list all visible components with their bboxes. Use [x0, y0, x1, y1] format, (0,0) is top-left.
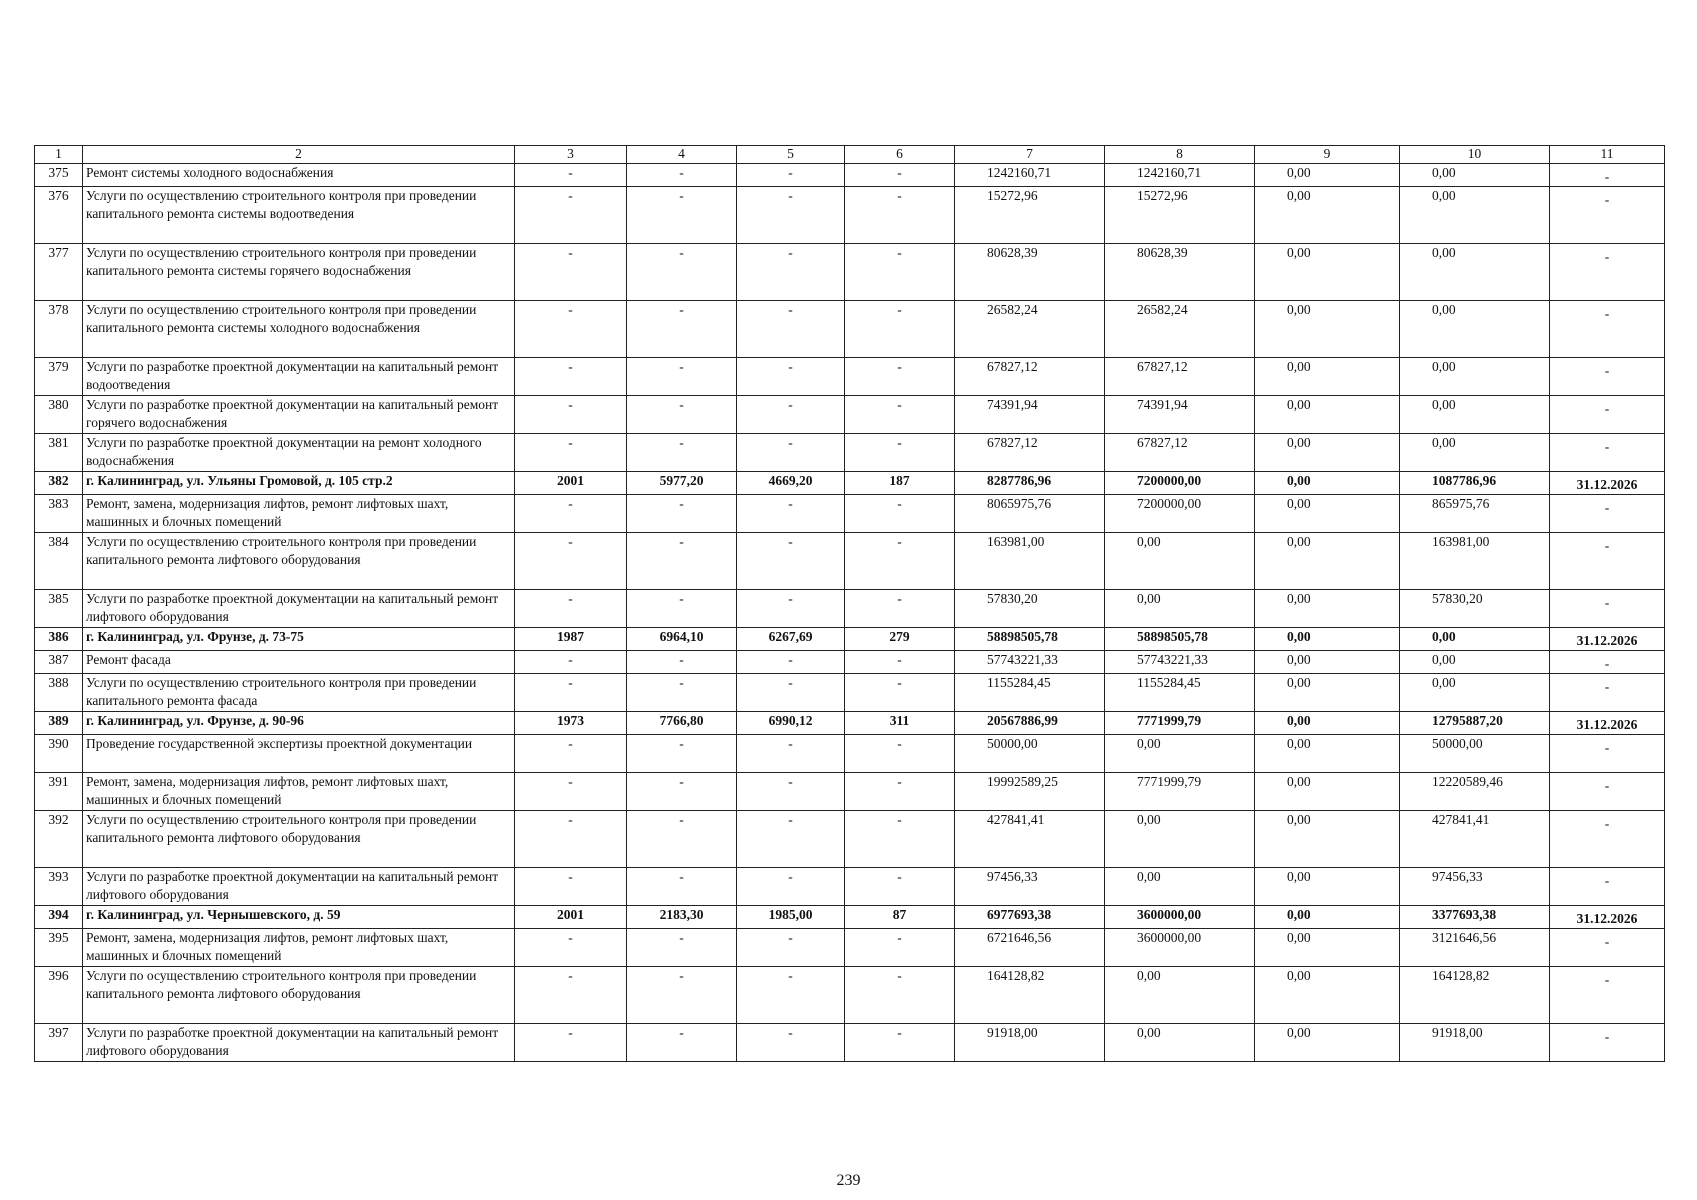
cell-col-10: 1087786,96 — [1400, 472, 1550, 495]
cell-col-5: - — [737, 187, 845, 244]
cell-col-4: - — [627, 868, 737, 906]
cell-col-4: - — [627, 301, 737, 358]
cell-col-11: - — [1550, 929, 1665, 967]
column-header: 3 — [515, 146, 627, 164]
column-header: 6 — [845, 146, 955, 164]
cell-col-11: - — [1550, 773, 1665, 811]
item-name: Услуги по разработке проектной документации на капитальный ремонт лифтового оборудования — [83, 590, 515, 628]
cell-col-7: 20567886,99 — [955, 712, 1105, 735]
item-name: Услуги по разработке проектной документации на капитальный ремонт водоотведения — [83, 358, 515, 396]
cell-col-3: 2001 — [515, 906, 627, 929]
cell-col-4: - — [627, 967, 737, 1024]
cell-col-3: 1973 — [515, 712, 627, 735]
cell-col-10: 0,00 — [1400, 396, 1550, 434]
cell-col-8: 1242160,71 — [1105, 164, 1255, 187]
table-row — [35, 301, 1665, 358]
item-name: Услуги по осуществлению строительного контроля при проведении капитального ремонта лифтового оборудования — [83, 811, 515, 868]
cell-col-4: - — [627, 651, 737, 674]
cell-col-10: 163981,00 — [1400, 533, 1550, 590]
cell-col-5: - — [737, 1024, 845, 1062]
cell-col-10: 865975,76 — [1400, 495, 1550, 533]
cell-col-10: 0,00 — [1400, 164, 1550, 187]
cell-col-5: - — [737, 164, 845, 187]
cell-col-8: 67827,12 — [1105, 434, 1255, 472]
cell-col-3: 2001 — [515, 472, 627, 495]
table-row — [35, 590, 1665, 628]
cell-col-8: 0,00 — [1105, 868, 1255, 906]
cell-col-3: - — [515, 495, 627, 533]
cell-col-7: 15272,96 — [955, 187, 1105, 244]
item-name: Услуги по осуществлению строительного контроля при проведении капитального ремонта фасада — [83, 674, 515, 712]
cell-col-10: 12795887,20 — [1400, 712, 1550, 735]
cell-col-5: - — [737, 396, 845, 434]
cell-col-5: - — [737, 533, 845, 590]
cell-col-4: 5977,20 — [627, 472, 737, 495]
cell-col-7: 57830,20 — [955, 590, 1105, 628]
cell-col-9: 0,00 — [1255, 590, 1400, 628]
table-row — [35, 358, 1665, 396]
cell-col-8: 15272,96 — [1105, 187, 1255, 244]
cell-col-4: - — [627, 164, 737, 187]
cell-col-10: 12220589,46 — [1400, 773, 1550, 811]
cell-col-5: - — [737, 434, 845, 472]
table-row — [35, 735, 1665, 773]
item-name: Ремонт, замена, модернизация лифтов, ремонт лифтовых шахт, машинных и блочных помещений — [83, 929, 515, 967]
header-row — [35, 146, 1665, 164]
item-name: Услуги по осуществлению строительного контроля при проведении капитального ремонта системы холодного водоснабжения — [83, 301, 515, 358]
cell-col-3: - — [515, 735, 627, 773]
row-number: 377 — [35, 244, 83, 301]
cell-col-5: 6990,12 — [737, 712, 845, 735]
cell-col-10: 0,00 — [1400, 434, 1550, 472]
column-header: 2 — [83, 146, 515, 164]
cell-col-6: 311 — [845, 712, 955, 735]
cell-col-6: - — [845, 187, 955, 244]
cell-col-5: - — [737, 301, 845, 358]
cell-col-11: - — [1550, 396, 1665, 434]
cell-col-8: 0,00 — [1105, 967, 1255, 1024]
row-number: 382 — [35, 472, 83, 495]
cell-col-6: - — [845, 1024, 955, 1062]
row-number: 380 — [35, 396, 83, 434]
cell-col-5: - — [737, 811, 845, 868]
cell-col-8: 7771999,79 — [1105, 773, 1255, 811]
table-row — [35, 1024, 1665, 1062]
column-header: 7 — [955, 146, 1105, 164]
cell-col-10: 3377693,38 — [1400, 906, 1550, 929]
item-name: Услуги по осуществлению строительного контроля при проведении капитального ремонта лифтового оборудования — [83, 967, 515, 1024]
cell-col-4: - — [627, 929, 737, 967]
cell-col-11: - — [1550, 735, 1665, 773]
cell-col-3: - — [515, 301, 627, 358]
cell-col-6: - — [845, 967, 955, 1024]
cell-col-5: - — [737, 773, 845, 811]
cell-col-4: - — [627, 773, 737, 811]
cell-col-8: 0,00 — [1105, 811, 1255, 868]
cell-col-11: - — [1550, 301, 1665, 358]
cell-col-6: - — [845, 735, 955, 773]
cell-col-5: - — [737, 674, 845, 712]
item-name: Услуги по осуществлению строительного контроля при проведении капитального ремонта системы горячего водоснабжения — [83, 244, 515, 301]
cell-col-10: 0,00 — [1400, 301, 1550, 358]
cell-col-9: 0,00 — [1255, 811, 1400, 868]
cell-col-9: 0,00 — [1255, 495, 1400, 533]
capital-repair-table — [34, 145, 1665, 1062]
cell-col-5: 6267,69 — [737, 628, 845, 651]
row-number: 388 — [35, 674, 83, 712]
cell-col-11: 31.12.2026 — [1550, 906, 1665, 929]
cell-col-8: 0,00 — [1105, 735, 1255, 773]
cell-col-5: - — [737, 735, 845, 773]
row-number: 385 — [35, 590, 83, 628]
cell-col-4: - — [627, 674, 737, 712]
cell-col-7: 8287786,96 — [955, 472, 1105, 495]
cell-col-7: 50000,00 — [955, 735, 1105, 773]
cell-col-9: 0,00 — [1255, 651, 1400, 674]
table-row — [35, 906, 1665, 929]
cell-col-7: 6721646,56 — [955, 929, 1105, 967]
cell-col-3: - — [515, 533, 627, 590]
cell-col-3: - — [515, 929, 627, 967]
cell-col-5: - — [737, 244, 845, 301]
cell-col-3: - — [515, 396, 627, 434]
cell-col-8: 0,00 — [1105, 590, 1255, 628]
item-name: Ремонт системы холодного водоснабжения — [83, 164, 515, 187]
cell-col-8: 3600000,00 — [1105, 906, 1255, 929]
cell-col-6: - — [845, 773, 955, 811]
cell-col-5: - — [737, 495, 845, 533]
cell-col-7: 97456,33 — [955, 868, 1105, 906]
table-row — [35, 628, 1665, 651]
cell-col-7: 26582,24 — [955, 301, 1105, 358]
cell-col-9: 0,00 — [1255, 868, 1400, 906]
cell-col-7: 427841,41 — [955, 811, 1105, 868]
cell-col-10: 0,00 — [1400, 628, 1550, 651]
cell-col-9: 0,00 — [1255, 929, 1400, 967]
cell-col-8: 0,00 — [1105, 1024, 1255, 1062]
cell-col-7: 67827,12 — [955, 434, 1105, 472]
table-row — [35, 164, 1665, 187]
cell-col-4: - — [627, 735, 737, 773]
cell-col-7: 163981,00 — [955, 533, 1105, 590]
row-number: 390 — [35, 735, 83, 773]
table-row — [35, 929, 1665, 967]
cell-col-11: - — [1550, 495, 1665, 533]
cell-col-11: - — [1550, 674, 1665, 712]
table-row — [35, 811, 1665, 868]
cell-col-4: - — [627, 434, 737, 472]
cell-col-6: 87 — [845, 906, 955, 929]
cell-col-9: 0,00 — [1255, 533, 1400, 590]
cell-col-8: 0,00 — [1105, 533, 1255, 590]
cell-col-11: - — [1550, 651, 1665, 674]
item-name: г. Калининград, ул. Ульяны Громовой, д. 105 стр.2 — [83, 472, 515, 495]
cell-col-9: 0,00 — [1255, 712, 1400, 735]
cell-col-7: 164128,82 — [955, 967, 1105, 1024]
item-name: Услуги по разработке проектной документации на капитальный ремонт горячего водоснабжения — [83, 396, 515, 434]
column-header: 9 — [1255, 146, 1400, 164]
cell-col-11: - — [1550, 590, 1665, 628]
column-header: 1 — [35, 146, 83, 164]
row-number: 379 — [35, 358, 83, 396]
cell-col-10: 0,00 — [1400, 244, 1550, 301]
cell-col-8: 26582,24 — [1105, 301, 1255, 358]
column-header: 5 — [737, 146, 845, 164]
table-row — [35, 244, 1665, 301]
cell-col-9: 0,00 — [1255, 301, 1400, 358]
cell-col-4: - — [627, 396, 737, 434]
cell-col-11: - — [1550, 187, 1665, 244]
cell-col-4: - — [627, 533, 737, 590]
item-name: г. Калининград, ул. Фрунзе, д. 73-75 — [83, 628, 515, 651]
cell-col-3: - — [515, 1024, 627, 1062]
cell-col-4: - — [627, 590, 737, 628]
cell-col-4: - — [627, 358, 737, 396]
row-number: 394 — [35, 906, 83, 929]
cell-col-6: - — [845, 434, 955, 472]
cell-col-7: 91918,00 — [955, 1024, 1105, 1062]
cell-col-9: 0,00 — [1255, 628, 1400, 651]
cell-col-4: 7766,80 — [627, 712, 737, 735]
item-name: г. Калининград, ул. Фрунзе, д. 90-96 — [83, 712, 515, 735]
cell-col-4: - — [627, 495, 737, 533]
table-row — [35, 967, 1665, 1024]
row-number: 375 — [35, 164, 83, 187]
cell-col-6: - — [845, 358, 955, 396]
cell-col-11: - — [1550, 1024, 1665, 1062]
cell-col-9: 0,00 — [1255, 674, 1400, 712]
cell-col-3: - — [515, 967, 627, 1024]
cell-col-6: - — [845, 533, 955, 590]
row-number: 392 — [35, 811, 83, 868]
cell-col-7: 57743221,33 — [955, 651, 1105, 674]
table-row — [35, 187, 1665, 244]
item-name: Услуги по разработке проектной документации на капитальный ремонт лифтового оборудования — [83, 1024, 515, 1062]
cell-col-6: - — [845, 301, 955, 358]
cell-col-6: - — [845, 674, 955, 712]
cell-col-7: 8065975,76 — [955, 495, 1105, 533]
cell-col-7: 19992589,25 — [955, 773, 1105, 811]
cell-col-5: - — [737, 590, 845, 628]
row-number: 397 — [35, 1024, 83, 1062]
cell-col-9: 0,00 — [1255, 358, 1400, 396]
cell-col-3: - — [515, 434, 627, 472]
cell-col-5: - — [737, 868, 845, 906]
column-header: 10 — [1400, 146, 1550, 164]
table-row — [35, 472, 1665, 495]
row-number: 395 — [35, 929, 83, 967]
cell-col-3: - — [515, 187, 627, 244]
item-name: Ремонт, замена, модернизация лифтов, ремонт лифтовых шахт, машинных и блочных помещений — [83, 773, 515, 811]
cell-col-5: - — [737, 929, 845, 967]
cell-col-3: - — [515, 164, 627, 187]
cell-col-8: 7200000,00 — [1105, 472, 1255, 495]
cell-col-11: - — [1550, 868, 1665, 906]
item-name: г. Калининград, ул. Чернышевского, д. 59 — [83, 906, 515, 929]
row-number: 391 — [35, 773, 83, 811]
cell-col-11: - — [1550, 967, 1665, 1024]
cell-col-4: - — [627, 1024, 737, 1062]
cell-col-6: - — [845, 929, 955, 967]
item-name: Услуги по осуществлению строительного контроля при проведении капитального ремонта системы водоотведения — [83, 187, 515, 244]
cell-col-8: 74391,94 — [1105, 396, 1255, 434]
cell-col-8: 80628,39 — [1105, 244, 1255, 301]
table-row — [35, 651, 1665, 674]
cell-col-9: 0,00 — [1255, 735, 1400, 773]
cell-col-3: - — [515, 244, 627, 301]
cell-col-8: 58898505,78 — [1105, 628, 1255, 651]
cell-col-6: - — [845, 651, 955, 674]
cell-col-10: 0,00 — [1400, 651, 1550, 674]
cell-col-10: 57830,20 — [1400, 590, 1550, 628]
cell-col-3: - — [515, 811, 627, 868]
row-number: 396 — [35, 967, 83, 1024]
cell-col-9: 0,00 — [1255, 434, 1400, 472]
cell-col-4: 6964,10 — [627, 628, 737, 651]
cell-col-8: 3600000,00 — [1105, 929, 1255, 967]
column-header: 8 — [1105, 146, 1255, 164]
cell-col-3: 1987 — [515, 628, 627, 651]
cell-col-11: - — [1550, 164, 1665, 187]
cell-col-10: 97456,33 — [1400, 868, 1550, 906]
item-name: Проведение государственной экспертизы проектной документации — [83, 735, 515, 773]
cell-col-7: 1155284,45 — [955, 674, 1105, 712]
row-number: 376 — [35, 187, 83, 244]
cell-col-10: 164128,82 — [1400, 967, 1550, 1024]
cell-col-4: - — [627, 187, 737, 244]
item-name: Услуги по разработке проектной документации на ремонт холодного водоснабжения — [83, 434, 515, 472]
cell-col-6: 187 — [845, 472, 955, 495]
cell-col-7: 58898505,78 — [955, 628, 1105, 651]
item-name: Услуги по разработке проектной документации на капитальный ремонт лифтового оборудования — [83, 868, 515, 906]
cell-col-3: - — [515, 651, 627, 674]
cell-col-8: 67827,12 — [1105, 358, 1255, 396]
item-name: Ремонт фасада — [83, 651, 515, 674]
cell-col-4: - — [627, 811, 737, 868]
cell-col-9: 0,00 — [1255, 187, 1400, 244]
cell-col-7: 80628,39 — [955, 244, 1105, 301]
cell-col-6: - — [845, 244, 955, 301]
item-name: Ремонт, замена, модернизация лифтов, ремонт лифтовых шахт, машинных и блочных помещений — [83, 495, 515, 533]
table-row — [35, 868, 1665, 906]
column-header: 11 — [1550, 146, 1665, 164]
cell-col-5: 4669,20 — [737, 472, 845, 495]
row-number: 387 — [35, 651, 83, 674]
cell-col-3: - — [515, 773, 627, 811]
table-row — [35, 712, 1665, 735]
table-row — [35, 396, 1665, 434]
cell-col-7: 67827,12 — [955, 358, 1105, 396]
cell-col-6: - — [845, 811, 955, 868]
cell-col-6: - — [845, 495, 955, 533]
cell-col-7: 74391,94 — [955, 396, 1105, 434]
table-row — [35, 434, 1665, 472]
cell-col-11: - — [1550, 533, 1665, 590]
table-row — [35, 495, 1665, 533]
cell-col-4: 2183,30 — [627, 906, 737, 929]
cell-col-5: - — [737, 967, 845, 1024]
table-row — [35, 533, 1665, 590]
cell-col-11: - — [1550, 358, 1665, 396]
cell-col-9: 0,00 — [1255, 906, 1400, 929]
cell-col-11: 31.12.2026 — [1550, 712, 1665, 735]
cell-col-11: 31.12.2026 — [1550, 472, 1665, 495]
cell-col-10: 0,00 — [1400, 187, 1550, 244]
cell-col-9: 0,00 — [1255, 472, 1400, 495]
cell-col-9: 0,00 — [1255, 164, 1400, 187]
cell-col-11: 31.12.2026 — [1550, 628, 1665, 651]
cell-col-9: 0,00 — [1255, 396, 1400, 434]
cell-col-11: - — [1550, 434, 1665, 472]
row-number: 386 — [35, 628, 83, 651]
cell-col-9: 0,00 — [1255, 1024, 1400, 1062]
cell-col-5: - — [737, 651, 845, 674]
cell-col-10: 0,00 — [1400, 674, 1550, 712]
page-number: 239 — [836, 1172, 861, 1189]
item-name: Услуги по осуществлению строительного контроля при проведении капитального ремонта лифтового оборудования — [83, 533, 515, 590]
cell-col-9: 0,00 — [1255, 244, 1400, 301]
cell-col-9: 0,00 — [1255, 773, 1400, 811]
cell-col-10: 50000,00 — [1400, 735, 1550, 773]
table-row — [35, 773, 1665, 811]
row-number: 384 — [35, 533, 83, 590]
row-number: 383 — [35, 495, 83, 533]
cell-col-6: - — [845, 164, 955, 187]
cell-col-3: - — [515, 358, 627, 396]
column-header: 4 — [627, 146, 737, 164]
cell-col-3: - — [515, 590, 627, 628]
row-number: 378 — [35, 301, 83, 358]
cell-col-8: 7771999,79 — [1105, 712, 1255, 735]
cell-col-5: - — [737, 358, 845, 396]
cell-col-10: 91918,00 — [1400, 1024, 1550, 1062]
cell-col-9: 0,00 — [1255, 967, 1400, 1024]
cell-col-11: - — [1550, 811, 1665, 868]
cell-col-6: - — [845, 868, 955, 906]
cell-col-10: 0,00 — [1400, 358, 1550, 396]
cell-col-11: - — [1550, 244, 1665, 301]
cell-col-6: 279 — [845, 628, 955, 651]
cell-col-7: 6977693,38 — [955, 906, 1105, 929]
row-number: 389 — [35, 712, 83, 735]
cell-col-8: 1155284,45 — [1105, 674, 1255, 712]
cell-col-8: 57743221,33 — [1105, 651, 1255, 674]
cell-col-7: 1242160,71 — [955, 164, 1105, 187]
cell-col-3: - — [515, 868, 627, 906]
row-number: 393 — [35, 868, 83, 906]
cell-col-8: 7200000,00 — [1105, 495, 1255, 533]
cell-col-10: 3121646,56 — [1400, 929, 1550, 967]
cell-col-6: - — [845, 590, 955, 628]
cell-col-3: - — [515, 674, 627, 712]
cell-col-10: 427841,41 — [1400, 811, 1550, 868]
cell-col-6: - — [845, 396, 955, 434]
cell-col-4: - — [627, 244, 737, 301]
row-number: 381 — [35, 434, 83, 472]
cell-col-5: 1985,00 — [737, 906, 845, 929]
table-row — [35, 674, 1665, 712]
